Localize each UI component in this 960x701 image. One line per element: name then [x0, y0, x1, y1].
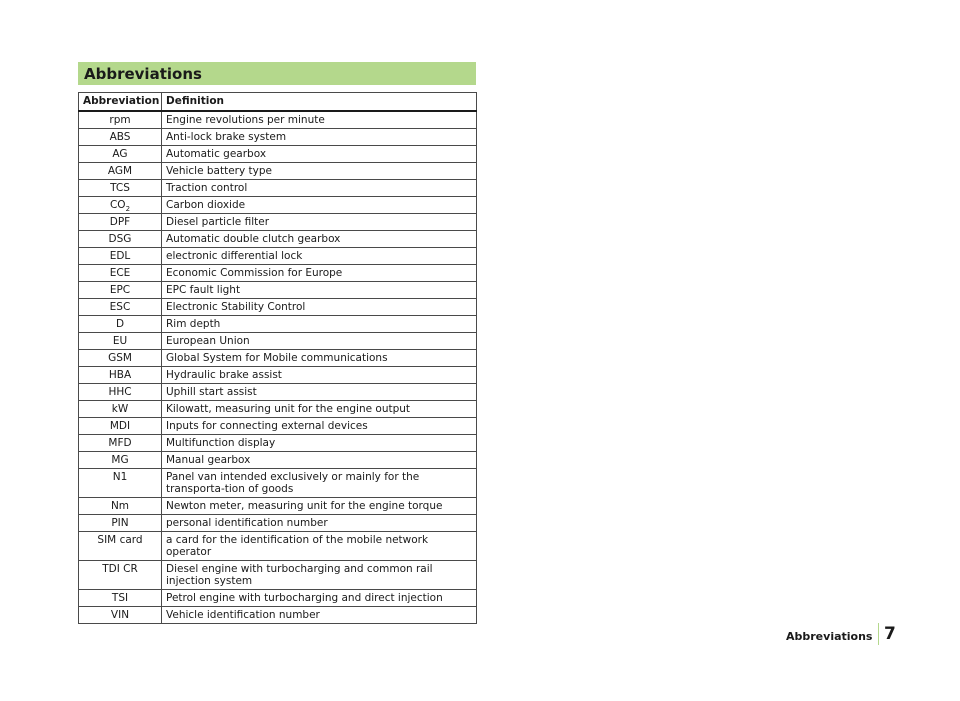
column-header-definition: Definition — [162, 93, 477, 112]
page-number: 7 — [884, 624, 896, 644]
abbreviation-cell: SIM card — [79, 532, 162, 561]
table-row — [79, 350, 477, 367]
abbreviation-cell: kW — [79, 401, 162, 418]
definition-cell: Engine revolutions per minute — [162, 111, 477, 129]
abbreviation-cell: TDI CR — [79, 561, 162, 590]
table-row — [79, 146, 477, 163]
abbreviation-cell: EU — [79, 333, 162, 350]
table-row — [79, 111, 477, 129]
definition-cell: Panel van intended exclusively or mainly for the transporta-tion of goods — [162, 469, 477, 498]
definition-cell: Electronic Stability Control — [162, 299, 477, 316]
definition-cell: Economic Commission for Europe — [162, 265, 477, 282]
abbreviation-cell: MG — [79, 452, 162, 469]
definition-cell: Kilowatt, measuring unit for the engine output — [162, 401, 477, 418]
abbreviation-text: CO — [109, 199, 126, 211]
abbreviation-cell: Nm — [79, 498, 162, 515]
definition-cell: Diesel particle filter — [162, 214, 477, 231]
column-header-abbreviation: Abbreviation — [79, 93, 162, 112]
table-header-row — [79, 93, 477, 112]
abbreviation-cell: HHC — [79, 384, 162, 401]
definition-cell: a card for the identification of the mobile network operator — [162, 532, 477, 561]
table-row — [79, 180, 477, 197]
footer-section-label: Abbreviations — [786, 630, 873, 643]
table-row — [79, 282, 477, 299]
table-row — [79, 607, 477, 624]
abbreviation-cell: PIN — [79, 515, 162, 532]
definition-cell: Petrol engine with turbocharging and direct injection — [162, 590, 477, 607]
table-row — [79, 532, 477, 561]
abbreviation-cell: DSG — [79, 231, 162, 248]
abbreviation-cell: HBA — [79, 367, 162, 384]
table-row — [79, 401, 477, 418]
definition-cell: electronic differential lock — [162, 248, 477, 265]
definition-cell: Multifunction display — [162, 435, 477, 452]
table-row — [79, 384, 477, 401]
abbreviation-cell: D — [79, 316, 162, 333]
table-row — [79, 515, 477, 532]
definition-cell: personal identification number — [162, 515, 477, 532]
table-row — [79, 469, 477, 498]
definition-cell: Uphill start assist — [162, 384, 477, 401]
abbreviation-cell: AGM — [79, 163, 162, 180]
abbreviation-cell: EDL — [79, 248, 162, 265]
table-row — [79, 418, 477, 435]
abbreviation-cell: GSM — [79, 350, 162, 367]
abbreviation-cell: rpm — [79, 111, 162, 129]
abbreviation-cell: TCS — [79, 180, 162, 197]
table-row — [79, 561, 477, 590]
definition-cell: European Union — [162, 333, 477, 350]
table-row — [79, 333, 477, 350]
definition-cell: Hydraulic brake assist — [162, 367, 477, 384]
table-row — [79, 299, 477, 316]
table-row — [79, 231, 477, 248]
definition-cell: EPC fault light — [162, 282, 477, 299]
definition-cell: Automatic double clutch gearbox — [162, 231, 477, 248]
definition-cell: Rim depth — [162, 316, 477, 333]
table-row — [79, 163, 477, 180]
definition-cell: Diesel engine with turbocharging and common rail injection system — [162, 561, 477, 590]
abbreviation-cell: AG — [79, 146, 162, 163]
definition-cell: Vehicle battery type — [162, 163, 477, 180]
abbreviation-cell: TSI — [79, 590, 162, 607]
table-row — [79, 265, 477, 282]
section-title: Abbreviations — [78, 62, 476, 85]
abbreviation-cell: MFD — [79, 435, 162, 452]
definition-cell: Traction control — [162, 180, 477, 197]
table-row — [79, 590, 477, 607]
table-row — [79, 129, 477, 146]
table-row — [79, 316, 477, 333]
abbreviation-cell: ESC — [79, 299, 162, 316]
table-row — [79, 248, 477, 265]
abbreviation-cell: ABS — [79, 129, 162, 146]
definition-cell: Global System for Mobile communications — [162, 350, 477, 367]
abbreviation-cell: DPF — [79, 214, 162, 231]
definition-cell: Inputs for connecting external devices — [162, 418, 477, 435]
subscript-text: 2 — [125, 205, 131, 214]
abbreviation-cell: EPC — [79, 282, 162, 299]
abbreviation-cell: ECE — [79, 265, 162, 282]
table-row — [79, 498, 477, 515]
abbreviation-cell: VIN — [79, 607, 162, 624]
table-row — [79, 214, 477, 231]
definition-cell: Carbon dioxide — [162, 197, 477, 214]
abbreviation-cell: MDI — [79, 418, 162, 435]
table-row — [79, 452, 477, 469]
table-row — [79, 435, 477, 452]
footer-divider — [878, 623, 879, 645]
definition-cell: Newton meter, measuring unit for the engine torque — [162, 498, 477, 515]
definition-cell: Manual gearbox — [162, 452, 477, 469]
table-row — [79, 367, 477, 384]
definition-cell: Anti-lock brake system — [162, 129, 477, 146]
definition-cell: Automatic gearbox — [162, 146, 477, 163]
abbreviations-table — [78, 92, 477, 624]
table-row — [79, 197, 477, 214]
abbreviation-cell — [79, 197, 162, 214]
abbreviation-cell: N1 — [79, 469, 162, 498]
definition-cell: Vehicle identification number — [162, 607, 477, 624]
